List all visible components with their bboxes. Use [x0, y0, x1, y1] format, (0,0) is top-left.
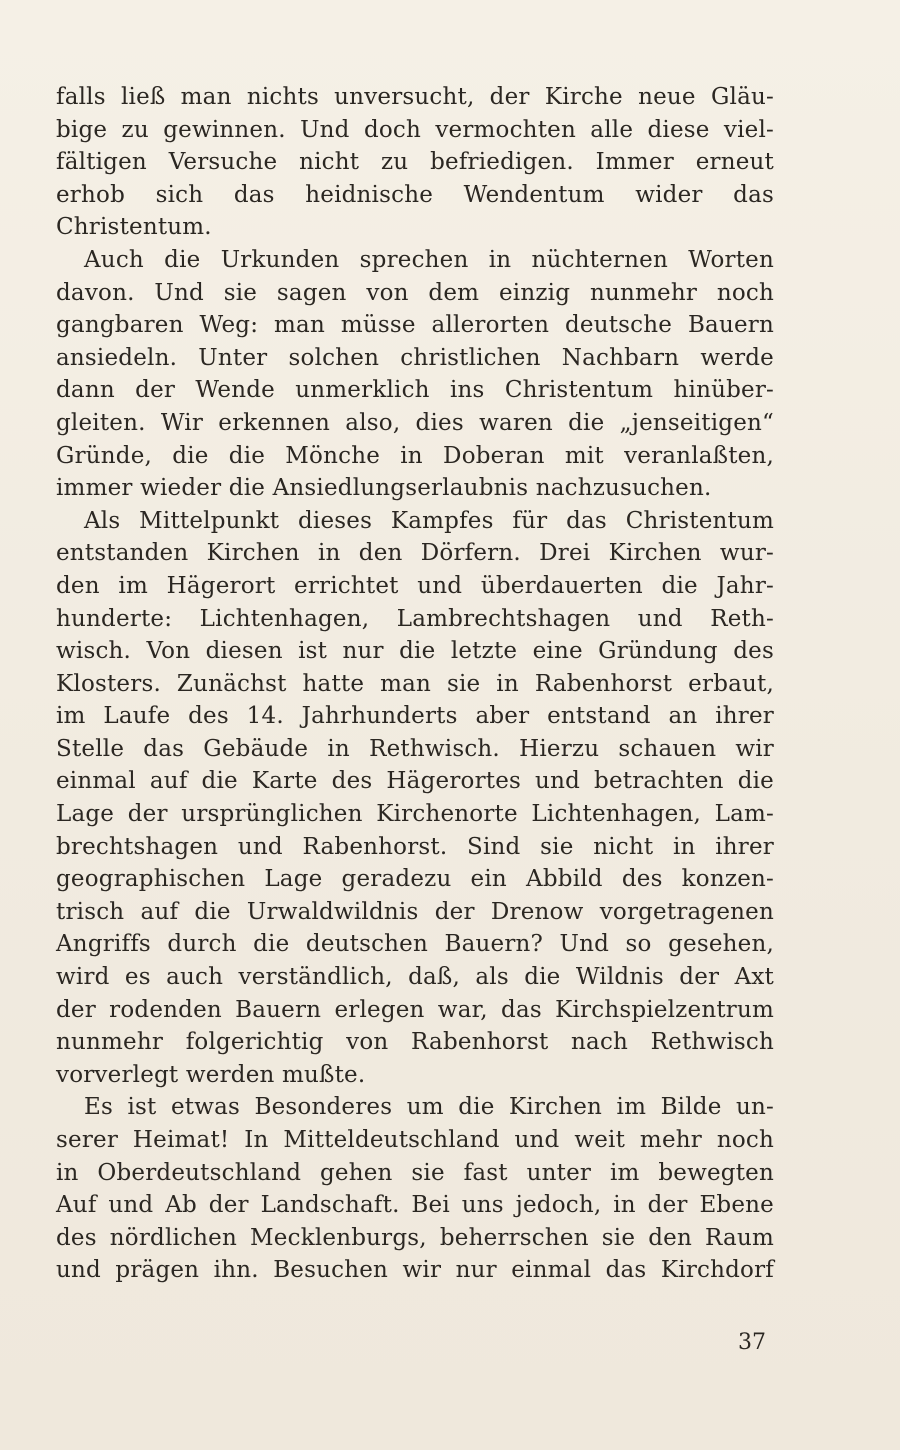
- paragraph: [56, 81, 774, 244]
- text-line: dann der Wende unmerklich ins Christentum hinüber-: [56, 377, 774, 404]
- text-line: Lage der ursprünglichen Kirchenorte Lichtenhagen, Lam-: [56, 801, 774, 828]
- paragraph: [56, 244, 774, 505]
- text-line: in Oberdeutschland gehen sie fast unter im bewegten: [56, 1159, 774, 1186]
- text-line: einmal auf die Karte des Hägerortes und betrachten die: [56, 768, 774, 795]
- text-line: Gründe, die die Mönche in Doberan mit veranlaßten,: [56, 442, 774, 469]
- text-line: bige zu gewinnen. Und doch vermochten alle diese viel-: [56, 116, 774, 143]
- text-line: hunderte: Lichtenhagen, Lambrechtshagen und Reth-: [56, 605, 774, 632]
- text-line: davon. Und sie sagen von dem einzig nunmehr noch: [56, 279, 774, 306]
- text-line: falls ließ man nichts unversucht, der Kirche neue Gläu-: [56, 84, 774, 110]
- text-line: Auf und Ab der Landschaft. Bei uns jedoch, in der Ebene: [56, 1192, 774, 1219]
- text-line: Es ist etwas Besonderes um die Kirchen im Bilde un-: [84, 1094, 774, 1121]
- text-line: geographischen Lage geradezu ein Abbild des konzen-: [56, 866, 774, 893]
- text-line: Stelle das Gebäude in Rethwisch. Hierzu schauen wir: [56, 735, 774, 762]
- text-line: immer wieder die Ansiedlungserlaubnis nachzusuchen.: [56, 475, 712, 502]
- text-line: fältigen Versuche nicht zu befriedigen. Immer erneut: [56, 149, 774, 176]
- text-line: gangbaren Weg: man müsse allerorten deutsche Bauern: [56, 312, 774, 339]
- text-line: entstanden Kirchen in den Dörfern. Drei Kirchen wur-: [56, 540, 774, 567]
- text-line: trisch auf die Urwaldwildnis der Drenow vorgetragenen: [56, 898, 774, 925]
- text-line: vorverlegt werden mußte.: [56, 1061, 366, 1088]
- text-line: Angriffs durch die deutschen Bauern? Und so gesehen,: [56, 931, 774, 958]
- text-line: und prägen ihn. Besuchen wir nur einmal das Kirchdorf: [56, 1257, 774, 1284]
- text-line: wird es auch verständlich, daß, als die Wildnis der Axt: [56, 964, 774, 991]
- paragraph: [56, 1091, 774, 1287]
- text-line: Auch die Urkunden sprechen in nüchternen Worten: [84, 246, 774, 273]
- text-line: den im Hägerort errichtet und überdauerten die Jahr-: [56, 572, 774, 599]
- text-line: nunmehr folgerichtig von Rabenhorst nach Rethwisch: [56, 1029, 774, 1056]
- text-line: erhob sich das heidnische Wendentum wider das: [56, 181, 774, 208]
- paragraph: [56, 505, 774, 1092]
- text-line: wisch. Von diesen ist nur die letzte eine Gründung des: [56, 638, 774, 665]
- text-line: Christentum.: [56, 214, 212, 241]
- body-text: [56, 81, 774, 1287]
- text-line: Klosters. Zunächst hatte man sie in Rabenhorst erbaut,: [56, 670, 774, 697]
- text-line: der rodenden Bauern erlegen war, das Kirchspielzentrum: [56, 996, 774, 1023]
- text-line: brechtshagen und Rabenhorst. Sind sie nicht in ihrer: [56, 833, 774, 860]
- text-line: Als Mittelpunkt dieses Kampfes für das Christentum: [84, 507, 774, 534]
- text-line: im Laufe des 14. Jahrhunderts aber entstand an ihrer: [56, 703, 774, 730]
- text-line: ansiedeln. Unter solchen christlichen Nachbarn werde: [56, 344, 774, 371]
- page-number: 37: [738, 1330, 766, 1355]
- text-line: serer Heimat! In Mitteldeutschland und weit mehr noch: [56, 1127, 774, 1153]
- text-line: des nördlichen Mecklenburgs, beherrschen sie den Raum: [56, 1224, 774, 1251]
- text-line: gleiten. Wir erkennen also, dies waren die „jenseitigen“: [56, 409, 774, 436]
